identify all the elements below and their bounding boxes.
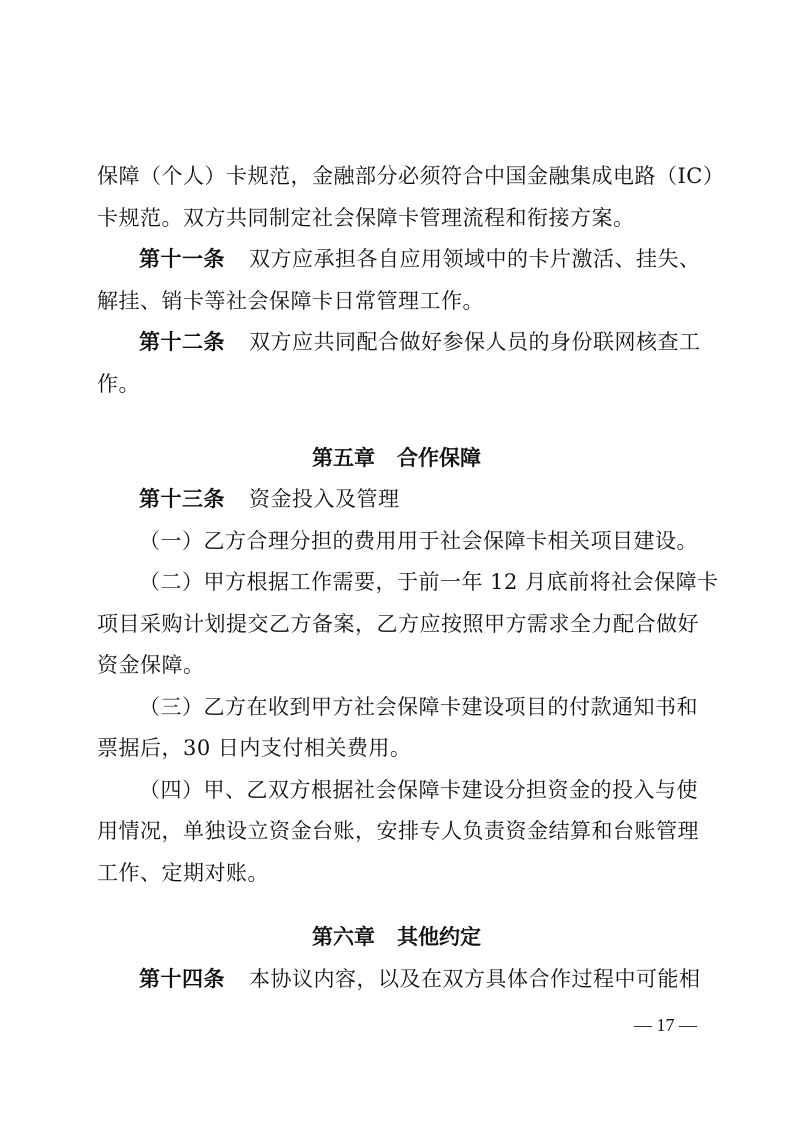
article-text: 双方应承担各自应用领域中的卡片激活、挂失、 — [249, 247, 701, 271]
chapter-title: 合作保障 — [397, 446, 481, 470]
chapter-number: 第六章 — [312, 925, 375, 949]
paragraph-line: 工作、定期对账。 — [97, 861, 269, 885]
paragraph-line: 作。 — [97, 372, 140, 396]
paragraph-line: （二）甲方根据工作需要，于前一年 12 月底前将社会保障卡 — [139, 570, 719, 594]
page-number: — 17 — — [634, 1015, 697, 1035]
paragraph-line: 保障（个人）卡规范，金融部分必须符合中国金融集成电路（IC） — [97, 164, 725, 188]
article-label: 第十一条 — [139, 247, 225, 271]
paragraph-line: 卡规范。双方共同制定社会保障卡管理流程和衔接方案。 — [97, 206, 635, 230]
article-12 — [139, 329, 701, 355]
article-11 — [139, 246, 701, 272]
paragraph-line: 用情况，单独设立资金台账，安排专人负责资金结算和台账管理 — [97, 819, 699, 843]
article-14 — [139, 966, 701, 992]
article-text: 本协议内容，以及在双方具体合作过程中可能相 — [249, 967, 701, 991]
chapter-6-heading — [0, 924, 793, 950]
paragraph-line: 项目采购计划提交乙方备案，乙方应按照甲方需求全力配合做好 — [97, 612, 699, 636]
article-label: 第十二条 — [139, 330, 225, 354]
paragraph-line: （三）乙方在收到甲方社会保障卡建设项目的付款通知书和 — [139, 695, 698, 719]
paragraph-line: 票据后，30 日内支付相关费用。 — [97, 736, 412, 760]
article-13 — [139, 486, 697, 512]
article-text: 资金投入及管理 — [249, 487, 400, 511]
paragraph-line: 解挂、销卡等社会保障卡日常管理工作。 — [97, 289, 484, 313]
chapter-number: 第五章 — [312, 446, 375, 470]
chapter-5-heading — [0, 445, 793, 471]
paragraph-line: （四）甲、乙双方根据社会保障卡建设分担资金的投入与使 — [139, 778, 698, 802]
article-label: 第十四条 — [139, 967, 225, 991]
article-text: 双方应共同配合做好参保人员的身份联网核查工 — [249, 330, 701, 354]
paragraph-line: （一）乙方合理分担的费用用于社会保障卡相关项目建设。 — [139, 529, 698, 553]
article-label: 第十三条 — [139, 487, 225, 511]
paragraph-line: 资金保障。 — [97, 653, 205, 677]
chapter-title: 其他约定 — [397, 925, 481, 949]
